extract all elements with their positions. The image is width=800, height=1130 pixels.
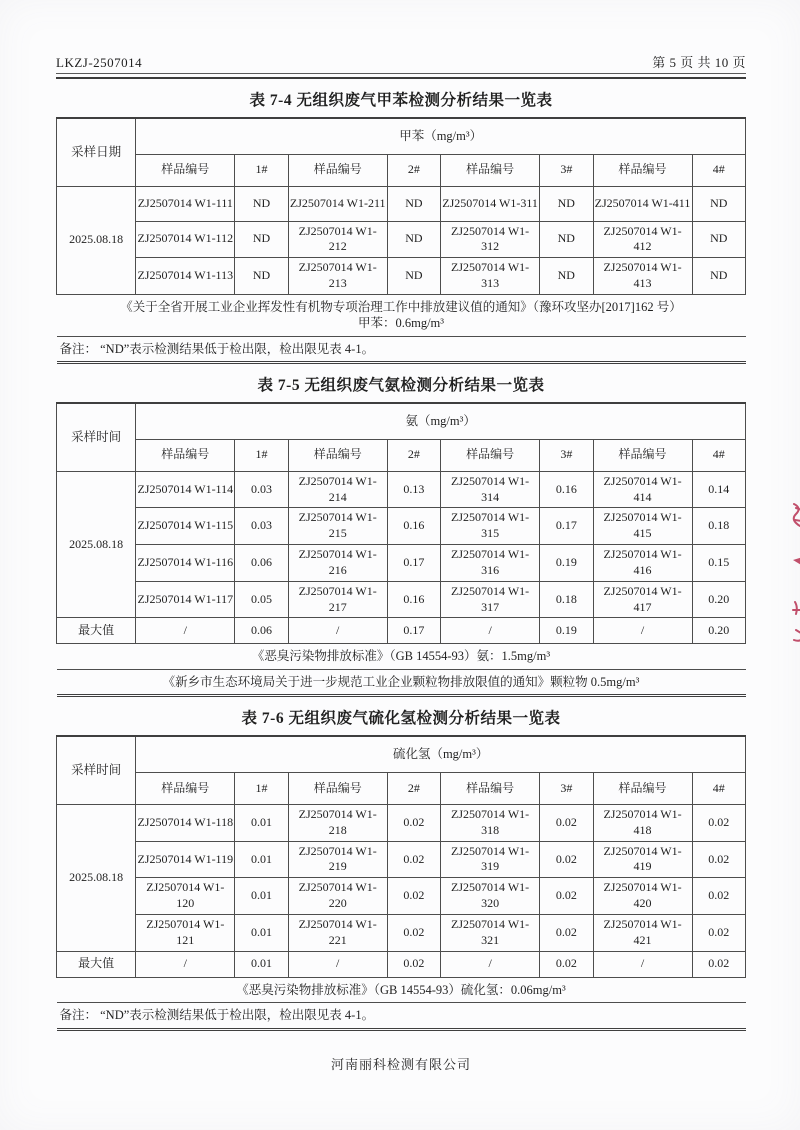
table-row	[57, 508, 746, 545]
max-value-cell: 0.02	[692, 951, 746, 977]
sample-id-cell: ZJ2507014 W1-213	[288, 258, 387, 295]
sample-id-cell: ZJ2507014 W1-414	[593, 471, 692, 508]
result-value-cell: 0.02	[540, 804, 593, 841]
sample-id-cell: ZJ2507014 W1-116	[136, 545, 235, 582]
sample-id-cell: ZJ2507014 W1-416	[593, 545, 692, 582]
sample-id-cell: ZJ2507014 W1-419	[593, 841, 692, 878]
result-value-cell: ND	[540, 221, 593, 258]
pollutant-group-header: 甲苯（mg/m³）	[136, 118, 746, 154]
sample-id-cell: ZJ2507014 W1-219	[288, 841, 387, 878]
column-header: 2#	[387, 772, 440, 804]
max-value-row	[57, 951, 746, 977]
sample-id-cell: ZJ2507014 W1-114	[136, 471, 235, 508]
table-row	[57, 841, 746, 878]
result-value-cell: 0.17	[540, 508, 593, 545]
result-value-cell: 0.02	[692, 841, 746, 878]
result-value-cell: 0.05	[235, 581, 288, 618]
max-value-cell: /	[136, 618, 235, 644]
result-value-cell: ND	[692, 221, 746, 258]
result-value-cell: ND	[540, 258, 593, 295]
page-content	[56, 0, 746, 1073]
max-value-cell: 0.20	[692, 618, 746, 644]
sample-id-cell: ZJ2507014 W1-119	[136, 841, 235, 878]
result-value-cell: 0.02	[692, 804, 746, 841]
max-value-cell: /	[288, 951, 387, 977]
page-number: 第 5 页 共 10 页	[652, 55, 746, 70]
result-value-cell: 0.02	[387, 804, 440, 841]
sample-id-cell: ZJ2507014 W1-318	[441, 804, 540, 841]
table-row	[57, 581, 746, 618]
sample-id-cell: ZJ2507014 W1-312	[441, 221, 540, 258]
result-value-cell: 0.02	[540, 841, 593, 878]
column-header: 样品编号	[288, 154, 387, 186]
result-value-cell: ND	[235, 258, 288, 295]
sample-id-cell: ZJ2507014 W1-418	[593, 804, 692, 841]
sample-id-cell: ZJ2507014 W1-417	[593, 581, 692, 618]
column-header: 样品编号	[593, 772, 692, 804]
column-header: 样品编号	[136, 772, 235, 804]
table-row	[57, 471, 746, 508]
standard-note-row	[57, 977, 746, 1003]
result-value-cell: 0.02	[387, 914, 440, 951]
sample-id-cell: ZJ2507014 W1-113	[136, 258, 235, 295]
date-column-header: 采样日期	[57, 118, 136, 186]
result-value-cell: 0.01	[235, 804, 288, 841]
result-value-cell: 0.14	[692, 471, 746, 508]
column-header: 样品编号	[441, 772, 540, 804]
table-row	[57, 186, 746, 221]
standard-note-cell	[57, 644, 746, 670]
result-value-cell: 0.19	[540, 545, 593, 582]
standard-note-cell	[57, 669, 746, 696]
column-header: 样品编号	[441, 154, 540, 186]
column-header: 样品编号	[136, 154, 235, 186]
date-column-header: 采样时间	[57, 403, 136, 471]
sample-id-cell: ZJ2507014 W1-216	[288, 545, 387, 582]
sample-id-cell: ZJ2507014 W1-218	[288, 804, 387, 841]
result-value-cell: 0.02	[692, 878, 746, 915]
result-value-cell: 0.20	[692, 581, 746, 618]
sample-id-cell: ZJ2507014 W1-421	[593, 914, 692, 951]
result-value-cell: 0.18	[692, 508, 746, 545]
max-value-label: 最大值	[57, 618, 136, 644]
column-header: 1#	[235, 439, 288, 471]
result-value-cell: 0.13	[387, 471, 440, 508]
sample-id-cell: ZJ2507014 W1-313	[441, 258, 540, 295]
max-value-cell: 0.06	[235, 618, 288, 644]
standard-note-line: 《新乡市生态环境局关于进一步规范工业企业颗粒物排放限值的通知》颗粒物 0.5mg/m³	[162, 674, 640, 689]
sample-id-cell: ZJ2507014 W1-413	[593, 258, 692, 295]
result-value-cell: 0.03	[235, 508, 288, 545]
result-value-cell: 0.02	[387, 878, 440, 915]
column-header: 1#	[235, 772, 288, 804]
sample-id-cell: ZJ2507014 W1-411	[593, 186, 692, 221]
max-value-cell: /	[441, 951, 540, 977]
column-header: 4#	[692, 772, 746, 804]
table-7-6	[56, 735, 746, 1030]
result-value-cell: 0.01	[235, 841, 288, 878]
remark-row	[57, 1003, 746, 1030]
max-value-cell: /	[136, 951, 235, 977]
sample-id-cell: ZJ2507014 W1-316	[441, 545, 540, 582]
pollutant-group-header: 氨（mg/m³）	[136, 403, 746, 439]
max-value-cell: /	[441, 618, 540, 644]
column-header: 4#	[692, 154, 746, 186]
max-value-cell: /	[288, 618, 387, 644]
sample-id-cell: ZJ2507014 W1-117	[136, 581, 235, 618]
column-header: 2#	[387, 439, 440, 471]
column-header: 样品编号	[288, 772, 387, 804]
sample-id-cell: ZJ2507014 W1-311	[441, 186, 540, 221]
sample-id-cell: ZJ2507014 W1-118	[136, 804, 235, 841]
sample-id-cell: ZJ2507014 W1-115	[136, 508, 235, 545]
sample-id-cell: ZJ2507014 W1-221	[288, 914, 387, 951]
result-value-cell: ND	[387, 186, 440, 221]
max-value-cell: 0.01	[235, 951, 288, 977]
result-value-cell: 0.16	[540, 471, 593, 508]
result-value-cell: 0.02	[540, 878, 593, 915]
result-value-cell: ND	[235, 186, 288, 221]
sample-id-cell: ZJ2507014 W1-314	[441, 471, 540, 508]
result-value-cell: 0.17	[387, 545, 440, 582]
column-header: 样品编号	[288, 439, 387, 471]
sample-id-cell: ZJ2507014 W1-315	[441, 508, 540, 545]
date-column-header: 采样时间	[57, 736, 136, 804]
document-code: LKZJ-2507014	[56, 55, 143, 70]
sample-id-cell: ZJ2507014 W1-212	[288, 221, 387, 258]
column-header: 1#	[235, 154, 288, 186]
standard-note-line: 《关于全省开展工业企业挥发性有机物专项治理工作中排放建议值的通知》（豫环攻坚办[2017]162 号）	[120, 299, 682, 314]
max-value-cell: 0.19	[540, 618, 593, 644]
header-rule	[56, 77, 746, 79]
sample-id-cell: ZJ2507014 W1-215	[288, 508, 387, 545]
result-value-cell: 0.18	[540, 581, 593, 618]
max-value-cell: /	[593, 618, 692, 644]
sample-id-cell: ZJ2507014 W1-321	[441, 914, 540, 951]
table-7-5	[56, 402, 746, 697]
sample-id-cell: ZJ2507014 W1-121	[136, 914, 235, 951]
remark-cell: 备注： “ND”表示检测结果低于检出限，检出限见表 4-1。	[57, 1003, 746, 1030]
max-value-cell: 0.02	[540, 951, 593, 977]
column-header: 3#	[540, 772, 593, 804]
sample-id-cell: ZJ2507014 W1-319	[441, 841, 540, 878]
table-row	[57, 878, 746, 915]
max-value-cell: 0.02	[387, 951, 440, 977]
sample-id-cell: ZJ2507014 W1-415	[593, 508, 692, 545]
column-header: 样品编号	[593, 154, 692, 186]
sample-id-cell: ZJ2507014 W1-412	[593, 221, 692, 258]
table-7-4-title: 表 7-4 无组织废气甲苯检测分析结果一览表	[249, 92, 553, 109]
result-value-cell: 0.03	[235, 471, 288, 508]
pollutant-group-header: 硫化氢（mg/m³）	[136, 736, 746, 772]
sample-id-cell: ZJ2507014 W1-217	[288, 581, 387, 618]
sample-id-cell: ZJ2507014 W1-420	[593, 878, 692, 915]
max-value-cell: 0.17	[387, 618, 440, 644]
result-value-cell: 0.02	[540, 914, 593, 951]
stamp-fragment	[784, 488, 800, 663]
sample-id-cell: ZJ2507014 W1-112	[136, 221, 235, 258]
sample-id-cell: ZJ2507014 W1-320	[441, 878, 540, 915]
result-value-cell: 0.16	[387, 581, 440, 618]
remark-row	[57, 336, 746, 363]
result-value-cell: 0.02	[387, 841, 440, 878]
standard-note-row	[57, 294, 746, 336]
max-value-label: 最大值	[57, 951, 136, 977]
table-7-4	[56, 117, 746, 364]
result-value-cell: 0.16	[387, 508, 440, 545]
standard-note-line: 甲苯：0.6mg/m³	[357, 316, 445, 331]
sampling-date-cell: 2025.08.18	[57, 471, 136, 618]
sample-id-cell: ZJ2507014 W1-220	[288, 878, 387, 915]
result-value-cell: 0.15	[692, 545, 746, 582]
sampling-date-cell: 2025.08.18	[57, 804, 136, 951]
table-row	[57, 804, 746, 841]
result-value-cell: 0.06	[235, 545, 288, 582]
remark-cell: 备注： “ND”表示检测结果低于检出限，检出限见表 4-1。	[57, 336, 746, 363]
result-value-cell: ND	[387, 221, 440, 258]
sample-id-cell: ZJ2507014 W1-317	[441, 581, 540, 618]
table-row	[57, 221, 746, 258]
column-header: 样品编号	[441, 439, 540, 471]
table-7-6-title: 表 7-6 无组织废气硫化氢检测分析结果一览表	[241, 710, 561, 728]
result-value-cell: 0.02	[692, 914, 746, 951]
table-7-5-title: 表 7-5 无组织废气氨检测分析结果一览表	[257, 377, 545, 395]
page-header	[56, 52, 746, 74]
table-row	[57, 258, 746, 295]
result-value-cell: ND	[692, 258, 746, 295]
result-value-cell: ND	[235, 221, 288, 258]
red-seal-marks-icon	[784, 488, 800, 663]
max-value-row	[57, 618, 746, 644]
column-header: 3#	[540, 154, 593, 186]
sample-id-cell: ZJ2507014 W1-111	[136, 186, 235, 221]
max-value-cell: /	[593, 951, 692, 977]
sample-id-cell: ZJ2507014 W1-214	[288, 471, 387, 508]
column-header: 样品编号	[136, 439, 235, 471]
column-header: 4#	[692, 439, 746, 471]
column-header: 3#	[540, 439, 593, 471]
standard-note-row	[57, 644, 746, 670]
column-header: 2#	[387, 154, 440, 186]
column-header: 样品编号	[593, 439, 692, 471]
result-value-cell: ND	[387, 258, 440, 295]
standard-note-cell	[57, 294, 746, 336]
sample-id-cell: ZJ2507014 W1-120	[136, 878, 235, 915]
standard-note-line: 《恶臭污染物排放标准》（GB 14554-93）硫化氢：0.06mg/m³	[236, 982, 566, 997]
sampling-date-cell: 2025.08.18	[57, 186, 136, 294]
result-value-cell: 0.01	[235, 878, 288, 915]
standard-note-cell	[57, 977, 746, 1003]
table-row	[57, 545, 746, 582]
result-value-cell: ND	[540, 186, 593, 221]
result-value-cell: 0.01	[235, 914, 288, 951]
standard-note-line: 《恶臭污染物排放标准》（GB 14554-93）氨：1.5mg/m³	[251, 649, 551, 664]
result-value-cell: ND	[692, 186, 746, 221]
table-row	[57, 914, 746, 951]
footer-company-name: 河南丽科检测有限公司	[330, 1056, 471, 1072]
sample-id-cell: ZJ2507014 W1-211	[288, 186, 387, 221]
standard-note-row	[57, 669, 746, 696]
